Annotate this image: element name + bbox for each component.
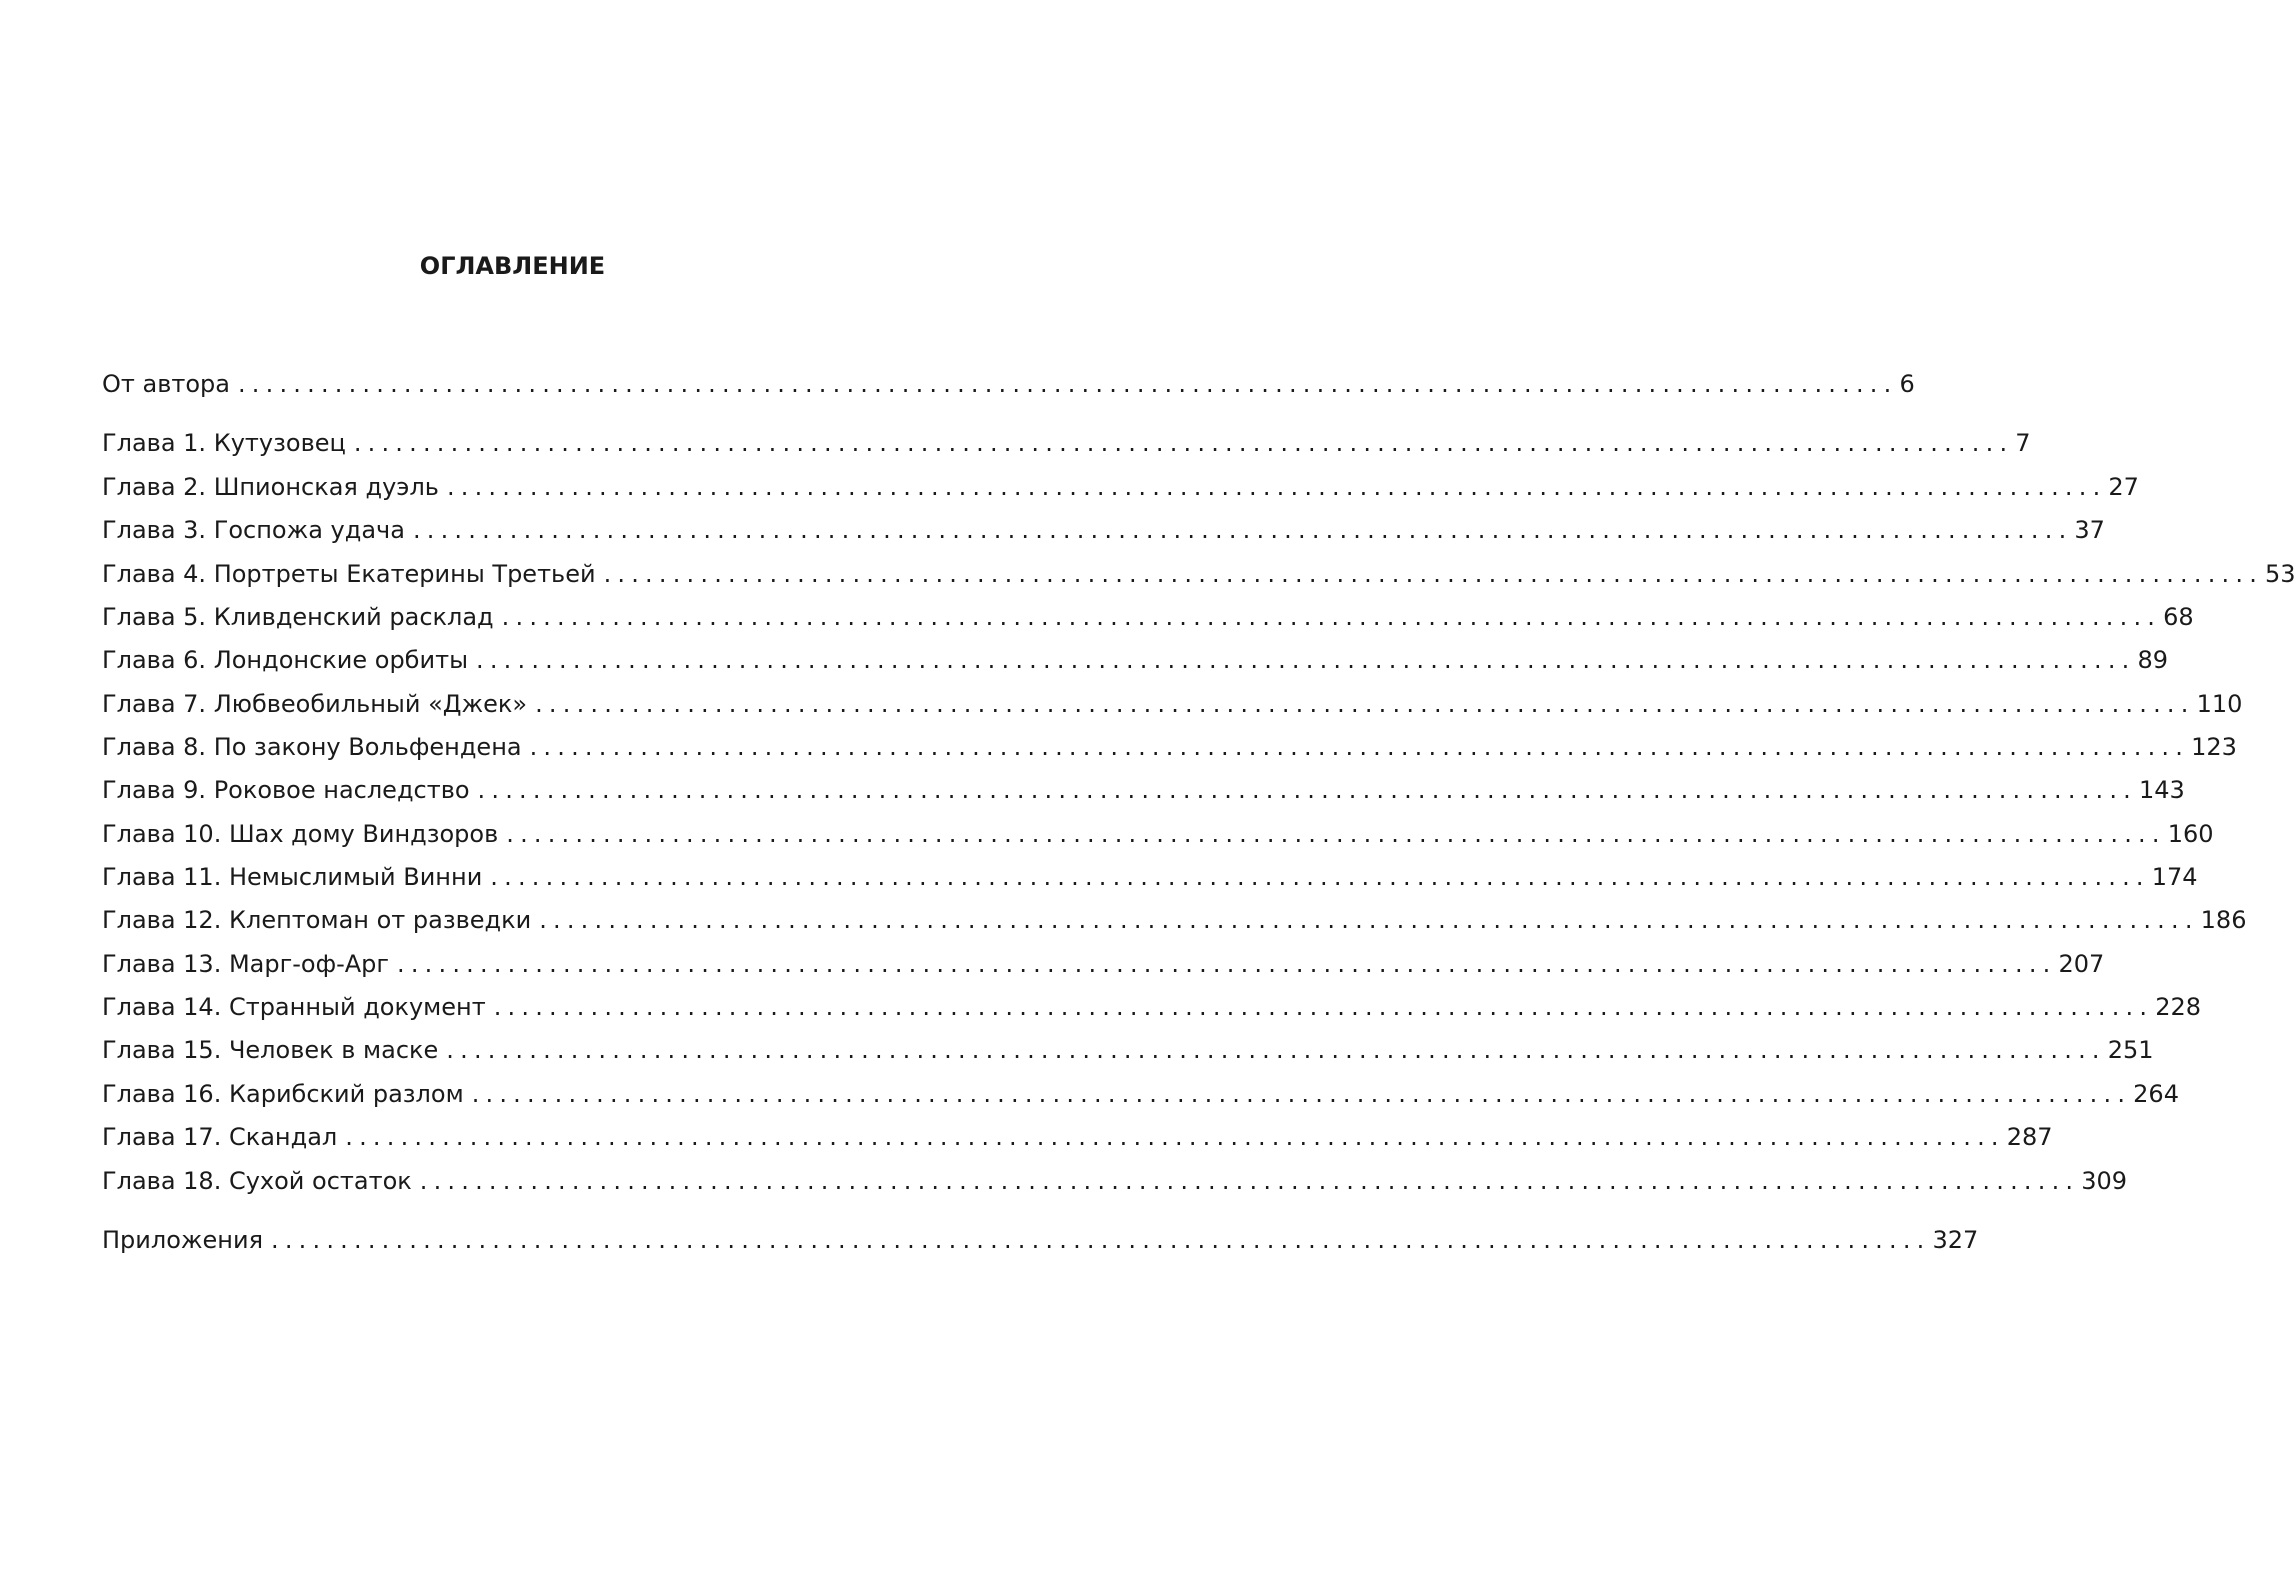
- dot-leader: ........................................................................................................................: [476, 646, 2136, 674]
- toc-entry-page-number: 7: [2015, 429, 2031, 457]
- toc-entry-chapter-1[interactable]: [102, 425, 2031, 461]
- dot-leader: ........................................................................................................................: [477, 776, 2138, 804]
- toc-entry-chapter-11[interactable]: [102, 859, 2198, 895]
- toc-entry-label: Приложения: [102, 1226, 264, 1254]
- dot-leader: ........................................................................................................................: [271, 1226, 1931, 1254]
- toc-entry-chapter-14[interactable]: [102, 989, 2201, 1025]
- toc-entry-page-number: 68: [2163, 603, 2194, 631]
- toc-entry-chapter-10[interactable]: [102, 816, 2214, 852]
- toc-entry-page-number: 53: [2265, 560, 2296, 588]
- dot-leader: ........................................................................................................................: [397, 950, 2057, 978]
- toc-entry-label: Глава 12. Клептоман от разведки: [102, 906, 532, 934]
- toc-entry-page-number: 287: [2006, 1123, 2053, 1151]
- toc-entry-chapter-12[interactable]: [102, 902, 2247, 938]
- toc-entry-chapter-18[interactable]: [102, 1163, 2128, 1199]
- dot-leader: ........................................................................................................................: [419, 1167, 2080, 1195]
- toc-entry-label: От автора: [102, 370, 230, 398]
- toc-entry-page-number: 110: [2196, 690, 2243, 718]
- dot-leader: ........................................................................................................................: [412, 516, 2073, 544]
- toc-entry-chapter-9[interactable]: [102, 772, 2185, 808]
- toc-entry-label: Глава 7. Любвеобильный «Джек»: [102, 690, 528, 718]
- dot-leader: ........................................................................................................................: [535, 690, 2195, 718]
- toc-entry-label: Глава 16. Карибский разлом: [102, 1080, 464, 1108]
- toc-entry-label: Глава 4. Портреты Екатерины Третьей: [102, 560, 596, 588]
- toc-entry-label: Глава 9. Роковое наследство: [102, 776, 470, 804]
- toc-entry-page-number: 123: [2191, 733, 2237, 761]
- toc-entry-label: Глава 6. Лондонские орбиты: [102, 646, 469, 674]
- toc-entry-page-number: 143: [2139, 776, 2185, 804]
- toc-entry-page-number: 264: [2133, 1080, 2179, 1108]
- toc-entry-label: Глава 18. Сухой остаток: [102, 1167, 412, 1195]
- dot-leader: ........................................................................................................................: [237, 370, 1898, 398]
- toc-entry-chapter-4[interactable]: [102, 556, 2296, 592]
- dot-leader: ........................................................................................................................: [446, 473, 2107, 501]
- page-title: ОГЛАВЛЕНИЕ: [419, 252, 606, 280]
- toc-entry-chapter-15[interactable]: [102, 1032, 2154, 1068]
- toc-entry-page-number: 89: [2137, 646, 2169, 674]
- dot-leader: ........................................................................................................................: [353, 429, 2014, 457]
- toc-entry-label: Глава 11. Немыслимый Винни: [102, 863, 483, 891]
- toc-entry-label: Глава 15. Человек в маске: [102, 1036, 439, 1064]
- toc-entry-label: Глава 8. По закону Вольфендена: [102, 733, 522, 761]
- toc-entry-label: Глава 13. Марг-оф-Арг: [102, 950, 390, 978]
- toc-entry-page-number: 160: [2167, 820, 2214, 848]
- toc-entry-label: Глава 17. Скандал: [102, 1123, 338, 1151]
- dot-leader: ........................................................................................................................: [345, 1123, 2005, 1151]
- dot-leader: ........................................................................................................................: [446, 1036, 2106, 1064]
- toc-entry-chapter-6[interactable]: [102, 642, 2169, 678]
- toc-entry-chapter-5[interactable]: [102, 599, 2194, 635]
- toc-entry-page-number: 327: [1932, 1226, 1979, 1254]
- toc-entry-chapter-8[interactable]: [102, 729, 2237, 765]
- toc-entry-label: Глава 3. Госпожа удача: [102, 516, 405, 544]
- toc-entry-chapter-16[interactable]: [102, 1076, 2179, 1112]
- toc-entry-label: Глава 14. Странный документ: [102, 993, 486, 1021]
- toc-entry-appendices[interactable]: [102, 1222, 1979, 1258]
- toc-entry-page-number: 27: [2108, 473, 2139, 501]
- toc-entry-label: Глава 5. Кливденский расклад: [102, 603, 494, 631]
- toc-entry-page-number: 174: [2151, 863, 2198, 891]
- toc-entry-page-number: 228: [2155, 993, 2201, 1021]
- table-of-contents: [102, 0, 2296, 1575]
- toc-entry-chapter-7[interactable]: [102, 686, 2243, 722]
- toc-entry-chapter-3[interactable]: [102, 512, 2105, 548]
- dot-leader: ........................................................................................................................: [493, 993, 2154, 1021]
- toc-entry-chapter-13[interactable]: [102, 946, 2105, 982]
- dot-leader: ........................................................................................................................: [471, 1080, 2132, 1108]
- dot-leader: ........................................................................................................................: [603, 560, 2264, 588]
- toc-entry-page-number: 207: [2058, 950, 2105, 978]
- toc-entry-page-number: 251: [2107, 1036, 2154, 1064]
- toc-entry-label: Глава 1. Кутузовец: [102, 429, 346, 457]
- toc-entry-label: Глава 2. Шпионская дуэль: [102, 473, 439, 501]
- toc-entry-page-number: 186: [2200, 906, 2247, 934]
- dot-leader: ........................................................................................................................: [506, 820, 2166, 848]
- toc-entry-chapter-17[interactable]: [102, 1119, 2053, 1155]
- dot-leader: ........................................................................................................................: [501, 603, 2162, 631]
- dot-leader: ........................................................................................................................: [539, 906, 2199, 934]
- toc-entry-chapter-2[interactable]: [102, 469, 2139, 505]
- toc-entry-page-number: 6: [1899, 370, 1915, 398]
- toc-entry-page-number: 37: [2074, 516, 2105, 544]
- toc-entry-page-number: 309: [2081, 1167, 2128, 1195]
- dot-leader: ........................................................................................................................: [529, 733, 2190, 761]
- toc-entry-author-note[interactable]: [102, 366, 1915, 402]
- toc-entry-label: Глава 10. Шах дому Виндзоров: [102, 820, 499, 848]
- dot-leader: ........................................................................................................................: [490, 863, 2150, 891]
